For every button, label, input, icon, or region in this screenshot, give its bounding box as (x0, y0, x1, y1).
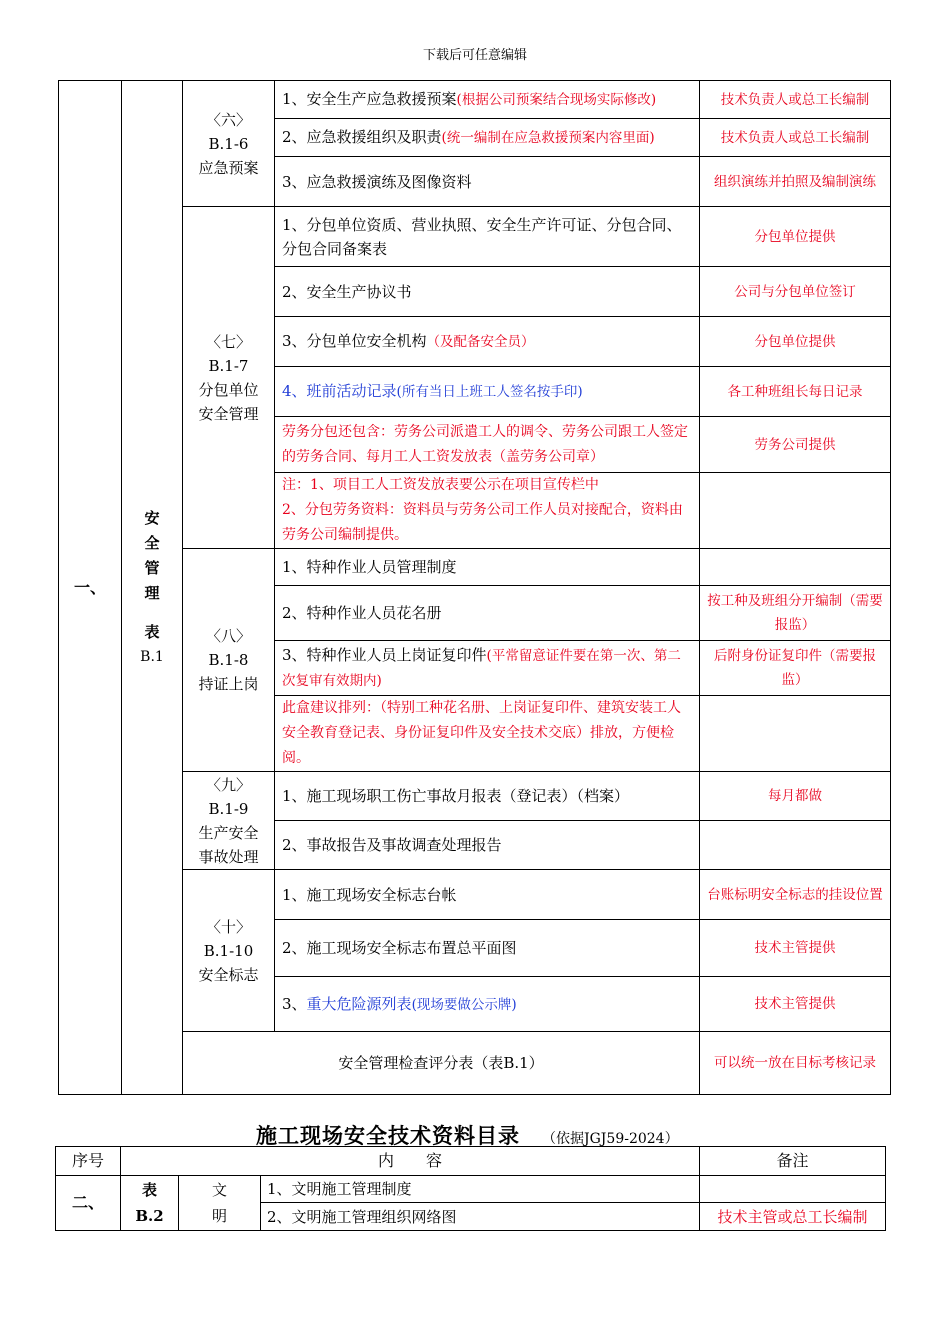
sub-category-cell: 文 明 (179, 1176, 261, 1231)
remark (700, 473, 891, 549)
list-item: 1、特种作业人员管理制度 (275, 549, 700, 586)
header-remark: 备注 (700, 1147, 886, 1176)
group-label-7: 〈七〉 B.1-7 分包单位 安全管理 (183, 207, 275, 549)
safety-doc-table (58, 80, 891, 1095)
list-item: 3、分包单位安全机构（及配备安全员） (275, 317, 700, 367)
remark: 技术负责人或总工长编制 (700, 119, 891, 157)
list-item: 劳务分包还包含：劳务公司派遣工人的调令、劳务公司跟工人签定的劳务合同、每月工人工资发放表（盖劳务公司章） (275, 417, 700, 473)
list-item: 2、施工现场安全标志布置总平面图 (275, 920, 700, 977)
remark: 按工种及班组分开编制（需要报监） (700, 586, 891, 641)
remark: 台账标明安全标志的挂设位置 (700, 870, 891, 920)
section-title-sub: （依据JGJ59-2024） (542, 1131, 679, 1147)
list-item: 2、事故报告及事故调查处理报告 (275, 821, 700, 870)
list-item: 1、分包单位资质、营业执照、安全生产许可证、分包合同、分包合同备案表 (275, 207, 700, 267)
group-label-10: 〈十〉 B.1-10 安全标志 (183, 870, 275, 1032)
list-item: 2、安全生产协议书 (275, 267, 700, 317)
remark: 每月都做 (700, 772, 891, 821)
group-label-9: 〈九〉 B.1-9 生产安全 事故处理 (183, 772, 275, 870)
list-item: 1、文明施工管理制度 (261, 1176, 700, 1203)
remark: 技术负责人或总工长编制 (700, 81, 891, 119)
remark (700, 696, 891, 772)
remark: 技术主管提供 (700, 977, 891, 1032)
list-item: 3、应急救援演练及图像资料 (275, 157, 700, 207)
remark: 分包单位提供 (700, 207, 891, 267)
remark: 分包单位提供 (700, 317, 891, 367)
summary-text: 安全管理检查评分表（表B.1） (183, 1032, 700, 1095)
remark: 技术主管或总工长编制 (700, 1203, 886, 1231)
list-item: 4、班前活动记录(所有当日上班工人签名按手印) (275, 367, 700, 417)
remark (700, 821, 891, 870)
list-item: 2、应急救援组织及职责(统一编制在应急救援预案内容里面) (275, 119, 700, 157)
remark: 可以统一放在目标考核记录 (700, 1032, 891, 1095)
remark: 后附身份证复印件（需要报监） (700, 641, 891, 696)
list-item: 1、安全生产应急救援预案(根据公司预案结合现场实际修改) (275, 81, 700, 119)
section-number: 二、 (56, 1176, 121, 1231)
header-seq: 序号 (56, 1147, 121, 1176)
remark: 劳务公司提供 (700, 417, 891, 473)
remark: 各工种班组长每日记录 (700, 367, 891, 417)
section-number: 一、 (59, 81, 122, 1095)
remark: 技术主管提供 (700, 920, 891, 977)
list-item: 2、文明施工管理组织网络图 (261, 1203, 700, 1231)
list-item: 1、施工现场安全标志台帐 (275, 870, 700, 920)
header-content: 内 容 (121, 1147, 700, 1176)
list-item: 注：1、项目工人工资发放表要公示在项目宣传栏中 2、分包劳务资料：资料员与劳务公司工作人员对接配合，资料由劳务公司编制提供。 (275, 473, 700, 549)
remark: 公司与分包单位签订 (700, 267, 891, 317)
remark (700, 1176, 886, 1203)
group-label-8: 〈八〉 B.1-8 持证上岗 (183, 549, 275, 772)
list-item: 2、特种作业人员花名册 (275, 586, 700, 641)
list-item: 1、施工现场职工伤亡事故月报表（登记表）（档案） (275, 772, 700, 821)
remark: 组织演练并拍照及编制演练 (700, 157, 891, 207)
civilized-doc-table (55, 1146, 886, 1231)
list-item: 3、特种作业人员上岗证复印件(平常留意证件要在第一次、第二次复审有效期内) (275, 641, 700, 696)
section-title-main: 施工现场安全技术资料目录 (256, 1123, 520, 1148)
category-cell: 安 全 管 理 表 B.1 (122, 81, 183, 1095)
group-label-6: 〈六〉 B.1-6 应急预案 (183, 81, 275, 207)
remark (700, 549, 891, 586)
header-note: 下载后可任意编辑 (422, 48, 527, 63)
list-item: 此盒建议排列：（特别工种花名册、上岗证复印件、建筑安装工人安全教育登记表、身份证复印件及安全技术交底）排放，方便检阅。 (275, 696, 700, 772)
category-cell: 表 B.2 (121, 1176, 179, 1231)
list-item: 3、重大危险源列表(现场要做公示牌) (275, 977, 700, 1032)
